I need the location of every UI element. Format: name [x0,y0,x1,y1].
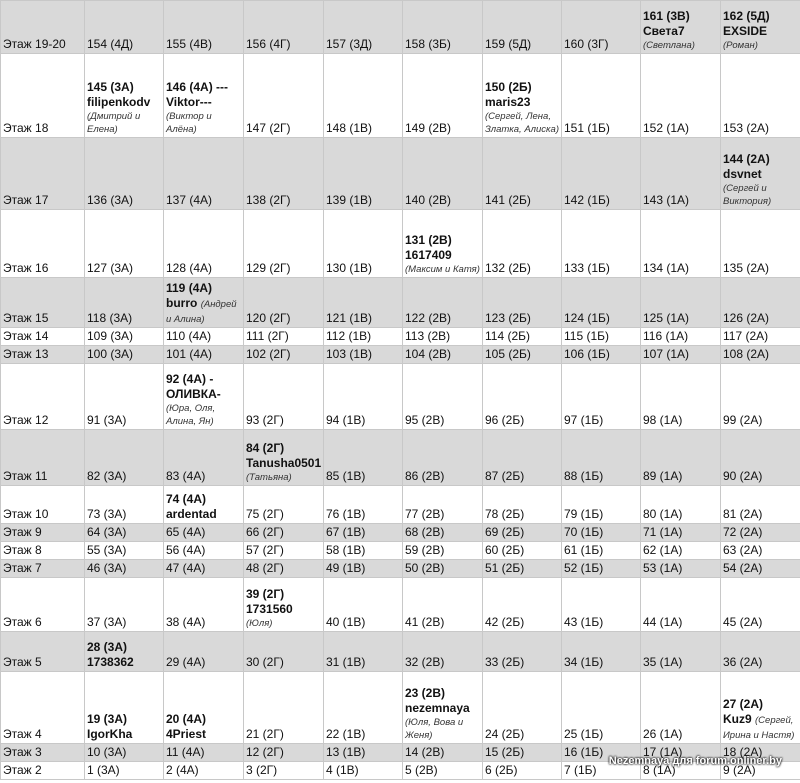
apartment-cell: 80 (1А) [641,486,721,524]
owner-block [246,587,321,630]
apartment-cell: 151 (1Б) [562,54,641,138]
apartment-cell: 16 (1Б) [562,744,641,762]
owner-block [166,281,241,326]
apartment-cell: 48 (2Г) [244,560,324,578]
apartment-cell: 129 (2Г) [244,210,324,278]
owner-block [405,233,480,276]
apartment-cell: 31 (1В) [324,632,403,672]
apartment-cell: 103 (1В) [324,346,403,364]
apartment-cell: 149 (2В) [403,54,483,138]
apartment-cell: 11 (4А) [164,744,244,762]
apartment-cell: 115 (1Б) [562,328,641,346]
apartment-number: 119 (4А) [166,281,213,295]
apartment-cell: 127 (3А) [85,210,164,278]
apartment-number: 162 (5Д) [723,9,770,23]
floor-label: Этаж 13 [1,346,85,364]
floor-label: Этаж 5 [1,632,85,672]
owner-block [166,712,241,742]
apartment-cell [85,54,164,138]
apartment-cell: 113 (2В) [403,328,483,346]
owner-block [246,441,321,484]
owner-nickname-line [87,727,161,742]
apartment-cell: 73 (3А) [85,486,164,524]
apartment-number: 23 (2В) [405,686,446,700]
apartment-cell: 128 (4А) [164,210,244,278]
owner-nickname-line [485,95,559,110]
apartment-cell: 46 (3А) [85,560,164,578]
occupants: (Татьяна) [246,472,292,483]
apartment-cell: 38 (4А) [164,578,244,632]
apartment-cell: 88 (1Б) [562,430,641,486]
apartment-cell: 4 (1В) [324,762,403,780]
apartment-cell: 158 (3Б) [403,1,483,54]
apartment-cell: 68 (2В) [403,524,483,542]
apartment-cell: 50 (2В) [403,560,483,578]
apartment-cell: 121 (1В) [324,278,403,328]
floor-label: Этаж 6 [1,578,85,632]
apartment-number: 150 (2Б) [485,80,532,94]
owner-block [87,80,161,136]
apartment-cell: 22 (1В) [324,672,403,744]
apartment-cell: 109 (3А) [85,328,164,346]
apartment-number: 145 (3А) [87,80,134,94]
apartment-cell: 130 (1В) [324,210,403,278]
apartment-cell: 148 (1В) [324,54,403,138]
apartment-cell: 17 (1А) [641,744,721,762]
apartment-cell: 70 (1Б) [562,524,641,542]
owner-block [723,9,798,52]
owner-nickname: EXSIDE [723,24,768,38]
apartment-cell: 63 (2А) [721,542,800,560]
apartment-cell: 120 (2Г) [244,278,324,328]
apartment-cell: 160 (3Г) [562,1,641,54]
owner-nickname-line [723,167,798,182]
floor-row [1,486,800,524]
apartment-cell: 89 (1А) [641,430,721,486]
apartment-cell [244,578,324,632]
floor-row [1,542,800,560]
apartment-cell: 53 (1А) [641,560,721,578]
apartment-cell: 99 (2А) [721,364,800,430]
owner-nickname: maris23 [485,95,531,109]
apartment-cell [721,1,800,54]
floor-label: Этаж 8 [1,542,85,560]
apartment-cell: 110 (4А) [164,328,244,346]
apartment-cell: 153 (2А) [721,54,800,138]
apartment-cell [164,486,244,524]
apartment-cell: 136 (3А) [85,138,164,210]
apartment-cell: 98 (1А) [641,364,721,430]
floor-row [1,632,800,672]
apartment-cell [403,210,483,278]
owner-nickname-line [166,727,241,742]
owner-block [643,9,718,52]
apartment-cell: 78 (2Б) [483,486,562,524]
apartment-cell: 86 (2В) [403,430,483,486]
apartment-cell: 14 (2В) [403,744,483,762]
apartment-cell: 124 (1Б) [562,278,641,328]
occupants: (Максим и Катя) [405,264,480,275]
floor-label: Этаж 14 [1,328,85,346]
owner-block [723,697,798,742]
occupants: (Сергей, Лена, Златка, Алиска) [485,111,559,135]
apartment-cell: 75 (2Г) [244,486,324,524]
apartment-cell: 118 (3А) [85,278,164,328]
owner-block [485,80,559,136]
apartment-cell: 51 (2Б) [483,560,562,578]
apartment-cell: 123 (2Б) [483,278,562,328]
apartment-cell: 139 (1В) [324,138,403,210]
apartment-cell: 32 (2В) [403,632,483,672]
apartment-cell [85,672,164,744]
floor-label: Этаж 18 [1,54,85,138]
owner-nickname: 4Priest [166,727,207,741]
apartment-cell: 61 (1Б) [562,542,641,560]
apartment-cell: 65 (4А) [164,524,244,542]
apartment-cell: 30 (2Г) [244,632,324,672]
floor-label: Этаж 3 [1,744,85,762]
apartment-cell [164,278,244,328]
apartment-cell: 59 (2В) [403,542,483,560]
apartment-cell: 40 (1В) [324,578,403,632]
owner-block [87,712,161,742]
owner-nickname: Kuz9 [723,712,752,726]
apartment-number: 146 (4А) --- [166,80,229,94]
apartment-cell: 111 (2Г) [244,328,324,346]
apartment-cell: 10 (3А) [85,744,164,762]
apartment-cell [164,364,244,430]
occupants: (Дмитрий и Елена) [87,111,141,135]
apartment-cell: 81 (2А) [721,486,800,524]
apartment-cell: 5 (2В) [403,762,483,780]
apartment-cell: 77 (2В) [403,486,483,524]
apartment-cell: 126 (2А) [721,278,800,328]
apartment-cell: 49 (1В) [324,560,403,578]
apartment-cell: 94 (1В) [324,364,403,430]
occupants: (Роман) [723,40,758,51]
apartment-cell: 34 (1Б) [562,632,641,672]
occupants: (Юра, Оля, Алина, Ян) [166,403,216,427]
apartment-cell: 105 (2Б) [483,346,562,364]
owner-nickname: Света7 [643,24,685,38]
apartment-cell: 154 (4Д) [85,1,164,54]
owner-nickname: nezemnaya [405,701,470,715]
apartment-cell: 159 (5Д) [483,1,562,54]
occupants: (Юля) [246,618,273,629]
apartment-cell: 6 (2Б) [483,762,562,780]
apartment-cell: 87 (2Б) [483,430,562,486]
owner-nickname: ОЛИВКА- [166,387,221,401]
apartment-cell: 43 (1Б) [562,578,641,632]
occupants: (Сергей, Ирина и Настя) [723,715,795,741]
apartment-cell: 12 (2Г) [244,744,324,762]
apartment-cell: 57 (2Г) [244,542,324,560]
floor-row [1,138,800,210]
apartment-cell: 58 (1В) [324,542,403,560]
floor-label: Этаж 2 [1,762,85,780]
floor-row [1,560,800,578]
floor-label: Этаж 19-20 [1,1,85,54]
apartment-cell: 52 (1Б) [562,560,641,578]
apartment-cell: 82 (3А) [85,430,164,486]
owner-nickname-line [643,24,718,39]
apartment-cell: 108 (2А) [721,346,800,364]
owner-nickname-line [166,387,241,402]
apartment-cell: 116 (1А) [641,328,721,346]
apartment-cell: 25 (1Б) [562,672,641,744]
occupants: (Юля, Вова и Женя) [405,717,464,741]
apartment-cell [641,1,721,54]
owner-nickname: IgorKha [87,727,133,741]
apartment-cell: 9 (2А) [721,762,800,780]
apartment-cell: 62 (1А) [641,542,721,560]
owner-nickname-line [166,507,241,522]
owner-nickname-line [246,602,321,617]
apartment-cell: 18 (2А) [721,744,800,762]
apartment-cell: 83 (4А) [164,430,244,486]
owner-nickname-line [723,712,798,742]
owner-nickname: 1738362 [87,655,134,669]
owner-nickname: Tanusha0501 [246,456,322,470]
apartment-cell: 15 (2Б) [483,744,562,762]
apartment-cell: 107 (1А) [641,346,721,364]
apartment-cell: 93 (2Г) [244,364,324,430]
owner-block [166,492,241,522]
apartment-cell: 102 (2Г) [244,346,324,364]
apartment-cell: 85 (1В) [324,430,403,486]
apartment-cell: 138 (2Г) [244,138,324,210]
apartment-cell [85,632,164,672]
apartment-cell: 152 (1А) [641,54,721,138]
apartment-cell: 101 (4А) [164,346,244,364]
apartment-cell: 122 (2В) [403,278,483,328]
apartment-number: 20 (4А) [166,712,207,726]
floor-row [1,1,800,54]
apartment-cell: 114 (2Б) [483,328,562,346]
floor-label: Этаж 11 [1,430,85,486]
floor-label: Этаж 4 [1,672,85,744]
floor-row [1,524,800,542]
watermark: Nezemnaya для forum.onliner.by [608,755,782,767]
apartment-cell: 147 (2Г) [244,54,324,138]
owner-nickname-line [723,24,798,39]
apartment-cell: 29 (4А) [164,632,244,672]
owner-block [87,640,161,670]
apartment-cell: 91 (3А) [85,364,164,430]
floor-label: Этаж 17 [1,138,85,210]
apartment-cell: 141 (2Б) [483,138,562,210]
apartment-cell: 134 (1А) [641,210,721,278]
apartment-cell: 21 (2Г) [244,672,324,744]
occupants: (Андрей и Алина) [166,299,237,325]
apartment-cell: 26 (1А) [641,672,721,744]
owner-nickname-line [166,296,241,326]
apartment-cell: 55 (3А) [85,542,164,560]
apartment-cell: 95 (2В) [403,364,483,430]
apartment-number: 92 (4А) - [166,372,214,386]
owner-nickname-line [405,701,480,716]
apartment-number: 28 (3А) [87,640,128,654]
apartment-cell: 97 (1Б) [562,364,641,430]
apartment-cell: 133 (1Б) [562,210,641,278]
apartment-cell: 24 (2Б) [483,672,562,744]
apartment-cell: 66 (2Г) [244,524,324,542]
apartment-number: 84 (2Г) [246,441,285,455]
apartment-cell: 72 (2А) [721,524,800,542]
owner-nickname: Viktor--- [166,95,212,109]
apartment-cell: 90 (2А) [721,430,800,486]
apartment-cell: 96 (2Б) [483,364,562,430]
apartment-number: 39 (2Г) [246,587,285,601]
occupants: (Виктор и Алёна) [166,111,212,135]
floor-label: Этаж 16 [1,210,85,278]
apartment-cell: 137 (4А) [164,138,244,210]
floor-row [1,672,800,744]
owner-block [405,686,480,742]
apartment-cell: 143 (1А) [641,138,721,210]
apartment-cell [164,54,244,138]
floor-row [1,430,800,486]
apartment-cell: 157 (3Д) [324,1,403,54]
floor-row [1,346,800,364]
apartment-cell: 104 (2В) [403,346,483,364]
owner-block [166,372,241,428]
apartment-number: 131 (2В) [405,233,452,247]
apartment-cell: 125 (1А) [641,278,721,328]
apartment-cell [721,138,800,210]
apartment-cell: 56 (4А) [164,542,244,560]
owner-block [166,80,241,136]
apartment-cell: 1 (3А) [85,762,164,780]
apartment-cell: 44 (1А) [641,578,721,632]
apartment-cell: 7 (1Б) [562,762,641,780]
owner-nickname: 1617409 [405,248,452,262]
floor-label: Этаж 15 [1,278,85,328]
apartment-cell: 42 (2Б) [483,578,562,632]
apartment-number: 19 (3А) [87,712,128,726]
floor-row [1,54,800,138]
floor-row [1,578,800,632]
floor-row [1,328,800,346]
apartment-cell [721,672,800,744]
apartment-cell: 37 (3А) [85,578,164,632]
owner-block [723,152,798,208]
owner-nickname: burro [166,296,198,310]
floor-row [1,278,800,328]
floor-label: Этаж 7 [1,560,85,578]
apartment-cell [244,430,324,486]
owner-nickname-line [405,248,480,263]
apartment-cell: 33 (2Б) [483,632,562,672]
apartment-cell: 8 (1А) [641,762,721,780]
occupants: (Сергей и Виктория) [723,183,772,207]
floor-row [1,210,800,278]
owner-nickname-line [87,95,161,110]
owner-nickname: 1731560 [246,602,293,616]
apartment-cell: 71 (1А) [641,524,721,542]
apartment-cell: 69 (2Б) [483,524,562,542]
apartment-cell: 156 (4Г) [244,1,324,54]
owner-nickname: dsvnet [723,167,762,181]
apartment-number: 144 (2А) [723,152,770,166]
owner-nickname-line [166,95,241,110]
apartment-cell: 2 (4А) [164,762,244,780]
owner-nickname: filipenkodv [87,95,151,109]
apartment-cell: 35 (1А) [641,632,721,672]
apartment-cell: 3 (2Г) [244,762,324,780]
apartment-number: 27 (2А) [723,697,764,711]
apartment-cell: 64 (3А) [85,524,164,542]
grid-body [1,1,800,780]
apartment-cell [483,54,562,138]
apartment-number: 74 (4А) [166,492,207,506]
floor-row [1,364,800,430]
apartment-cell: 106 (1Б) [562,346,641,364]
occupants: (Светлана) [643,40,695,51]
apartment-cell: 41 (2В) [403,578,483,632]
apartment-cell: 142 (1Б) [562,138,641,210]
apartment-cell: 36 (2А) [721,632,800,672]
apartment-cell [403,672,483,744]
apartment-cell: 117 (2А) [721,328,800,346]
apartment-cell: 76 (1В) [324,486,403,524]
apartment-cell: 60 (2Б) [483,542,562,560]
apartment-cell: 140 (2В) [403,138,483,210]
floor-label: Этаж 12 [1,364,85,430]
apartment-cell: 54 (2А) [721,560,800,578]
apartment-cell: 112 (1В) [324,328,403,346]
apartment-cell: 67 (1В) [324,524,403,542]
floor-label: Этаж 9 [1,524,85,542]
apartment-number: 161 (3В) [643,9,690,23]
apartment-cell: 135 (2А) [721,210,800,278]
owner-nickname-line [246,456,321,471]
apartment-cell: 132 (2Б) [483,210,562,278]
apartment-cell: 47 (4А) [164,560,244,578]
apartment-cell: 45 (2А) [721,578,800,632]
owner-nickname: ardentad [166,507,217,521]
apartment-cell: 79 (1Б) [562,486,641,524]
apartment-cell: 100 (3А) [85,346,164,364]
owner-nickname-line [87,655,161,670]
floor-label: Этаж 10 [1,486,85,524]
apartment-cell [164,672,244,744]
apartment-cell: 13 (1В) [324,744,403,762]
apartment-cell: 155 (4В) [164,1,244,54]
